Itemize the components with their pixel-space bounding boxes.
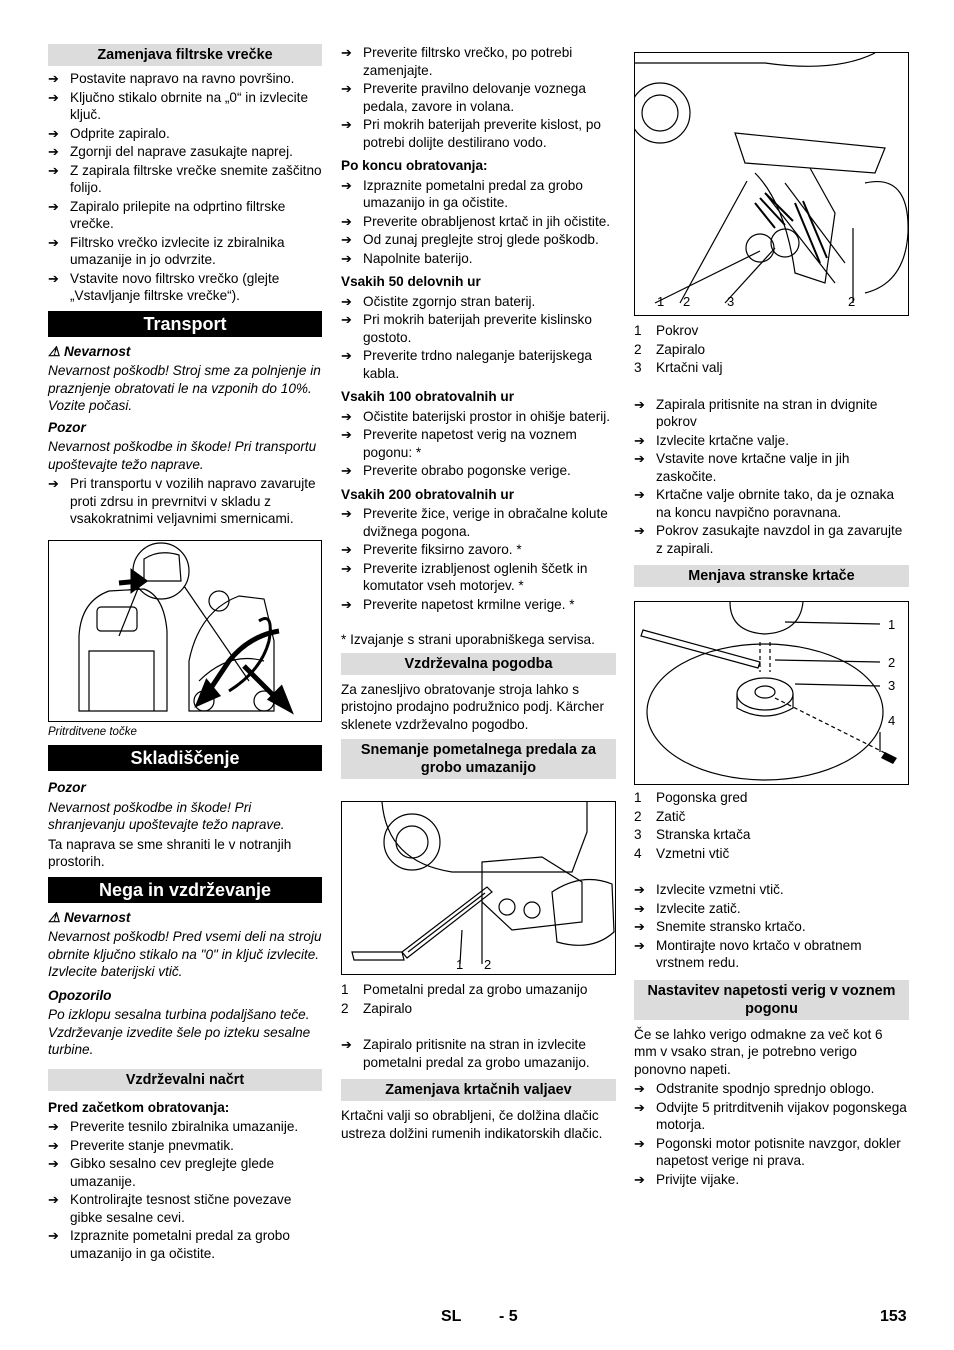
arrow-icon: ➔ (48, 144, 59, 159)
arrow-icon: ➔ (341, 250, 352, 266)
list-item: ➔ Snemite stransko krtačo. (634, 919, 806, 934)
list-item: ➔ Izvlecite zatič. (634, 900, 741, 916)
arrow-icon: ➔ (48, 162, 59, 178)
callout-1: 1 (888, 617, 896, 632)
arrow-icon: ➔ (341, 506, 352, 521)
arrow-icon: ➔ (48, 234, 59, 250)
legend-item: 4 Vzmetni vtič (634, 845, 730, 861)
caution-text: Nevarnost poškodbe in škode! Pri shranjevanju upoštevajte težo naprave. (48, 799, 285, 832)
callout-1: 1 (657, 294, 665, 309)
list-item: ➔ Preverite tesnilo zbiralnika umazanije. (48, 1119, 299, 1134)
list-item: ➔ Zapiralo prilepite na odprtino filtrske vrečke. (48, 198, 286, 231)
arrow-icon: ➔ (341, 560, 352, 576)
arrow-icon: ➔ (341, 408, 352, 424)
list-item: ➔ Pri mokrih baterijah preverite kislost, po potrebi dolijte destilirano vodo. (341, 117, 601, 150)
callout-2: 2 (683, 294, 691, 309)
column-2 (341, 44, 616, 1144)
section-header-maintenance-contract: Vzdrževalna pogodba (341, 653, 616, 675)
arrow-icon: ➔ (48, 198, 59, 214)
figure-fastening-points (48, 540, 322, 722)
arrow-icon: ➔ (48, 1137, 59, 1153)
list-item: ➔ Izpraznite pometalni predal za grobo umazanijo in ga očistite. (48, 1228, 290, 1261)
arrow-icon: ➔ (48, 71, 59, 86)
list-item: ➔ Kontrolirajte tesnost stične povezave gibke sesalne cevi. (48, 1192, 292, 1225)
list-item: ➔ Zapiralo pritisnite na stran in izvlecite pometalni predal za grobo umazanijo. (341, 1037, 590, 1070)
every-100-hours-label: Vsakih 100 obratovalnih ur (341, 389, 515, 404)
arrow-icon: ➔ (341, 293, 352, 309)
legend-item: 3 Krtačni valj (634, 360, 723, 375)
column-1 (48, 44, 322, 1263)
section-header-brush-rollers: Zamenjava krtačnih valjaev (341, 1079, 616, 1101)
arrow-icon: ➔ (341, 213, 352, 229)
list-item: ➔ Izpraznite pometalni predal za grobo umazanijo in ga očistite. (341, 177, 583, 210)
list-item: ➔ Očistite baterijski prostor in ohišje baterij. (341, 408, 611, 424)
legend-item: 2 Zapiralo (341, 1000, 413, 1016)
legend-item: 2 Zatič (634, 808, 686, 824)
heading-transport: Transport (48, 311, 322, 337)
callout-2: 2 (484, 957, 492, 972)
warning-label: Opozorilo (48, 987, 112, 1003)
list-item: ➔ Preverite napetost krmilne verige. * (341, 596, 575, 612)
danger-label: ⚠ Nevarnost (48, 343, 131, 359)
arrow-icon: ➔ (341, 81, 352, 96)
list-item: ➔ Preverite trdno naleganje baterijskega kabla. (341, 348, 592, 381)
arrow-icon: ➔ (48, 1192, 59, 1207)
caution-label: Pozor (48, 780, 86, 795)
legend-item: 2 Zapiralo (634, 341, 706, 357)
heading-care: Nega in vzdrževanje (48, 877, 322, 903)
arrow-icon: ➔ (48, 125, 59, 141)
legend-item: 1 Pometalni predal za grobo umazanijo (341, 982, 588, 997)
caution-text: Nevarnost poškodbe in škode! Pri transportu upoštevajte težo naprave. (48, 439, 317, 472)
dirt-tray-illustration (342, 802, 615, 974)
legend-item: 1 Pogonska gred (634, 790, 748, 805)
figure-side-brush (634, 601, 909, 785)
brush-rollers-illustration (635, 53, 908, 315)
list-item: ➔ Preverite stanje pnevmatik. (48, 1137, 234, 1153)
section-header-filter-bag: Zamenjava filtrske vrečke (48, 44, 322, 66)
warning-icon: ⚠ (48, 343, 64, 359)
section-header-side-brush: Menjava stranske krtače (634, 565, 909, 587)
arrow-icon: ➔ (48, 1119, 59, 1134)
rollers-text: Krtačni valji so obrabljeni, če dolžina dlačic ustreza dolžini rumenih indikatorskih dlačic. (341, 1108, 603, 1141)
heading-storage: Skladiščenje (48, 745, 322, 771)
arrow-icon: ➔ (48, 89, 59, 105)
callout-4: 4 (888, 713, 896, 728)
arrow-icon: ➔ (341, 177, 352, 193)
chain-text: Če se lahko verigo odmakne za več kot 6 mm v vsako stran, je potrebno verigo ponovno napeti. (634, 1026, 883, 1077)
arrow-icon: ➔ (634, 432, 645, 448)
list-item: ➔ Pogonski motor potisnite navzgor, dokler napetost verige ni prava. (634, 1135, 901, 1168)
arrow-icon: ➔ (634, 451, 645, 466)
arrow-icon: ➔ (341, 427, 352, 442)
list-item: ➔ Zapirala pritisnite na stran in dvignite pokrov (634, 396, 878, 429)
list-item: ➔ Vstavite novo filtrsko vrečko (glejte „Vstavljanje filtrske vrečke“). (48, 270, 280, 303)
arrow-icon: ➔ (634, 900, 645, 916)
list-item: ➔ Zgornji del naprave zasukajte naprej. (48, 144, 293, 159)
arrow-icon: ➔ (341, 117, 352, 132)
callout-3: 3 (727, 294, 735, 309)
danger-text: Nevarnost poškodb! Stroj sme za polnjenje in praznjenje obratovati le na vzponih do 10%. Vozite počasi. (48, 363, 321, 413)
column-3 (634, 44, 909, 1189)
list-item: ➔ Privijte vijake. (634, 1171, 740, 1187)
arrow-icon: ➔ (634, 1081, 645, 1096)
arrow-icon: ➔ (634, 523, 645, 538)
arrow-icon: ➔ (341, 542, 352, 557)
every-200-hours-label: Vsakih 200 obratovalnih ur (341, 486, 515, 502)
danger-label: ⚠ Nevarnost (48, 909, 131, 925)
arrow-icon: ➔ (341, 45, 352, 60)
storage-text: Ta naprava se sme shraniti le v notranjih prostorih. (48, 836, 292, 869)
section-header-chain-tension: Nastavitev napetosti verig v voznem pogonu (634, 980, 909, 1020)
section-header-maintenance-plan: Vzdrževalni načrt (48, 1069, 322, 1091)
list-item: ➔ Od zunaj preglejte stroj glede poškodb. (341, 232, 599, 247)
footnote: * Izvajanje s strani uporabniškega servisa. (341, 632, 595, 647)
callout-3: 3 (888, 678, 896, 693)
arrow-icon: ➔ (48, 476, 59, 491)
list-item: ➔ Odvijte 5 pritrditvenih vijakov pogonskega motorja. (634, 1099, 907, 1132)
callout-1: 1 (456, 957, 464, 972)
arrow-icon: ➔ (634, 937, 645, 953)
list-item: ➔ Napolnite baterijo. (341, 250, 473, 266)
list-item: ➔ Gibko sesalno cev preglejte glede umazanije. (48, 1156, 275, 1189)
figure-caption: Pritrditvene točke (48, 725, 137, 738)
side-brush-illustration (635, 602, 908, 784)
list-item: ➔ Preverite fiksirno zavoro. * (341, 542, 522, 557)
danger-text: Nevarnost poškodb! Pred vsemi deli na stroju obrnite ključno stikalo na "0" in ključ izvlecite. Izvlecite baterijski vtič. (48, 929, 322, 979)
arrow-icon: ➔ (634, 1135, 645, 1151)
list-item: ➔ Izvlecite vzmetni vtič. (634, 882, 784, 897)
arrow-icon: ➔ (341, 1037, 352, 1052)
list-item: ➔ Filtrsko vrečko izvlecite iz zbiralnika umazanije in jo odvrzite. (48, 234, 285, 267)
arrow-icon: ➔ (48, 1156, 59, 1171)
list-item: ➔ Odstranite spodnjo sprednjo oblogo. (634, 1081, 875, 1096)
list-item: ➔ Izvlecite krtačne valje. (634, 432, 789, 448)
fastening-points-illustration (49, 541, 321, 721)
list-item: ➔ Preverite pravilno delovanje voznega pedala, zavore in volana. (341, 81, 586, 114)
section-header-remove-tray: Snemanje pometalnega predala za grobo umazanijo (341, 739, 616, 779)
every-50-hours-label: Vsakih 50 delovnih ur (341, 274, 481, 289)
arrow-icon: ➔ (634, 396, 645, 412)
arrow-icon: ➔ (634, 1171, 645, 1187)
list-item: ➔ Pri mokrih baterijah preverite kislinsko gostoto. (341, 312, 592, 345)
list-item: ➔ Očistite zgornjo stran baterij. (341, 293, 536, 309)
list-item: ➔ Pri transportu v vozilih napravo zavarujte proti zdrsu in prevrnitvi v skladu z vsakokratnimi veljavnimi smernicami. (48, 476, 316, 526)
footer-language: SL (441, 1308, 462, 1325)
list-item: ➔ Ključno stikalo obrnite na „0“ in izvlecite ključ. (48, 89, 309, 122)
caution-label: Pozor (48, 419, 86, 435)
list-item: ➔ Preverite napetost verig na voznem pogonu: * (341, 427, 577, 460)
filter-bag-steps (48, 70, 322, 305)
arrow-icon: ➔ (634, 1099, 645, 1115)
arrow-icon: ➔ (341, 596, 352, 612)
arrow-icon: ➔ (634, 919, 645, 934)
list-item: ➔ Preverite filtrsko vrečko, po potrebi zamenjajte. (341, 45, 573, 78)
footer-page-number: 153 (880, 1308, 907, 1325)
before-operation-label: Pred začetkom obratovanja: (48, 1099, 230, 1115)
warning-icon: ⚠ (48, 909, 64, 925)
after-operation-label: Po koncu obratovanja: (341, 158, 488, 173)
list-item: ➔ Krtačne valje obrnite tako, da je oznaka na koncu navpično poravnana. (634, 487, 895, 520)
arrow-icon: ➔ (341, 232, 352, 247)
callout-2b: 2 (848, 294, 856, 309)
list-item: ➔ Pokrov zasukajte navzdol in ga zavarujte z zapirali. (634, 523, 903, 556)
arrow-icon: ➔ (341, 312, 352, 327)
arrow-icon: ➔ (48, 1228, 59, 1243)
arrow-icon: ➔ (48, 270, 59, 286)
list-item: ➔ Preverite izrabljenost oglenih ščetk in komutator vseh motorjev. * (341, 560, 588, 593)
figure-brush-rollers (634, 52, 909, 316)
footer-local-page: - 5 (499, 1308, 518, 1325)
list-item: ➔ Odprite zapiralo. (48, 125, 170, 141)
list-item: ➔ Postavite napravo na ravno površino. (48, 71, 295, 86)
figure-dirt-tray (341, 801, 616, 975)
list-item: ➔ Z zapirala filtrske vrečke snemite zaščitno folijo. (48, 162, 322, 195)
arrow-icon: ➔ (341, 348, 352, 363)
warning-text: Po izklopu sesalna turbina podaljšano teče. Vzdrževanje izvedite šele po izteku sesalne turbine. (48, 1007, 311, 1057)
list-item: ➔ Preverite obrabljenost krtač in jih očistite. (341, 213, 611, 229)
arrow-icon: ➔ (634, 487, 645, 502)
list-item: ➔ Preverite žice, verige in obračalne kolute dvižnega pogona. (341, 506, 608, 539)
arrow-icon: ➔ (341, 463, 352, 478)
list-item: ➔ Vstavite nove krtačne valje in jih zaskočite. (634, 451, 850, 484)
list-item: ➔ Montirajte novo krtačo v obratnem vrstnem redu. (634, 937, 862, 970)
legend-item: 3 Stranska krtača (634, 827, 751, 842)
legend-item: 1 Pokrov (634, 323, 699, 338)
list-item: ➔ Preverite obrabo pogonske verige. (341, 463, 571, 478)
callout-2: 2 (888, 655, 896, 670)
contract-text: Za zanesljivo obratovanje stroja lahko s pristojno prodajno podružnico podj. Kärcher sklenete vzdrževalno pogodbo. (341, 681, 604, 732)
arrow-icon: ➔ (634, 882, 645, 897)
